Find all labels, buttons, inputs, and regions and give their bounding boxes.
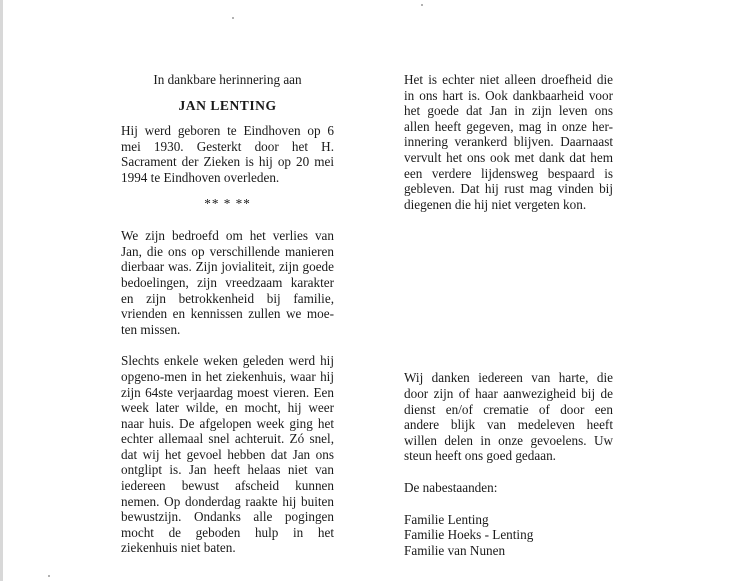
- family-3: Familie van Nunen: [404, 542, 506, 558]
- left-edge-shadow: [0, 0, 3, 581]
- bereaved-label: De nabestaanden:: [404, 479, 498, 495]
- print-speck: [48, 575, 50, 577]
- separator-stars: ** * **: [204, 195, 251, 211]
- paragraph-loss: We zijn bedroefd om het verlies van Jan, die ons op verschillende manieren dierbaar was. Zijn jovialiteit, zijn goede bedoelingen, zijn vreedzaam karakter en zijn betrokkenheid bij familie, vrienden en kennissen zullen we moe-ten missen.: [121, 228, 334, 337]
- print-speck: [232, 17, 234, 19]
- paragraph-gratitude: Het is echter niet alleen droefheid die in ons hart is. Ook dankbaarheid voor het goede dat Jan in zijn leven ons allen heeft gegeven, mag in onze her-innering verankerd blijven. Daarnaast vervult het ons ook met dank dat hem een verdere lijdensweg bespaard is gebleven. Dat hij rust mag vinden bij diegenen die hij niet vergeten kon.: [404, 72, 613, 212]
- paragraph-hospital: Slechts enkele weken geleden werd hij opgeno-men in het ziekenhuis, waar hij zijn 64ste verjaardag moest vieren. Een week later wilde, en mocht, hij weer naar huis. De afgelopen week ging het echter allemaal snel achteruit. Zó snel, dat wij het gevoel hebben dat Jan ons ontglipt is. Jan heeft helaas niet van iedereen bewust afscheid kunnen nemen. Op donderdag raakte hij buiten bewustzijn. Ondanks alle pogingen mocht de geboden hulp in het ziekenhuis niet baten.: [121, 353, 334, 556]
- intro-paragraph: Hij werd geboren te Eindhoven op 6 mei 1930. Gesterkt door het H. Sacrament der Zieken is hij op 20 mei 1994 te Eindhoven overleden.: [121, 123, 334, 185]
- deceased-name: JAN LENTING: [178, 97, 277, 113]
- right-column: [404, 72, 613, 558]
- left-column: [121, 72, 334, 556]
- paragraph-thanks: Wij danken iedereen van harte, die door zijn of haar aanwezigheid bij de dienst en/of crematie of door een andere blijk van medeleven heeft willen delen in onze gevoelens. Uw steun heeft ons goed gedaan.: [404, 370, 613, 464]
- heading: In dankbare herinnering aan: [153, 72, 302, 87]
- family-1: Familie Lenting: [404, 511, 489, 527]
- family-2: Familie Hoeks - Lenting: [404, 527, 534, 543]
- print-speck: [421, 4, 423, 6]
